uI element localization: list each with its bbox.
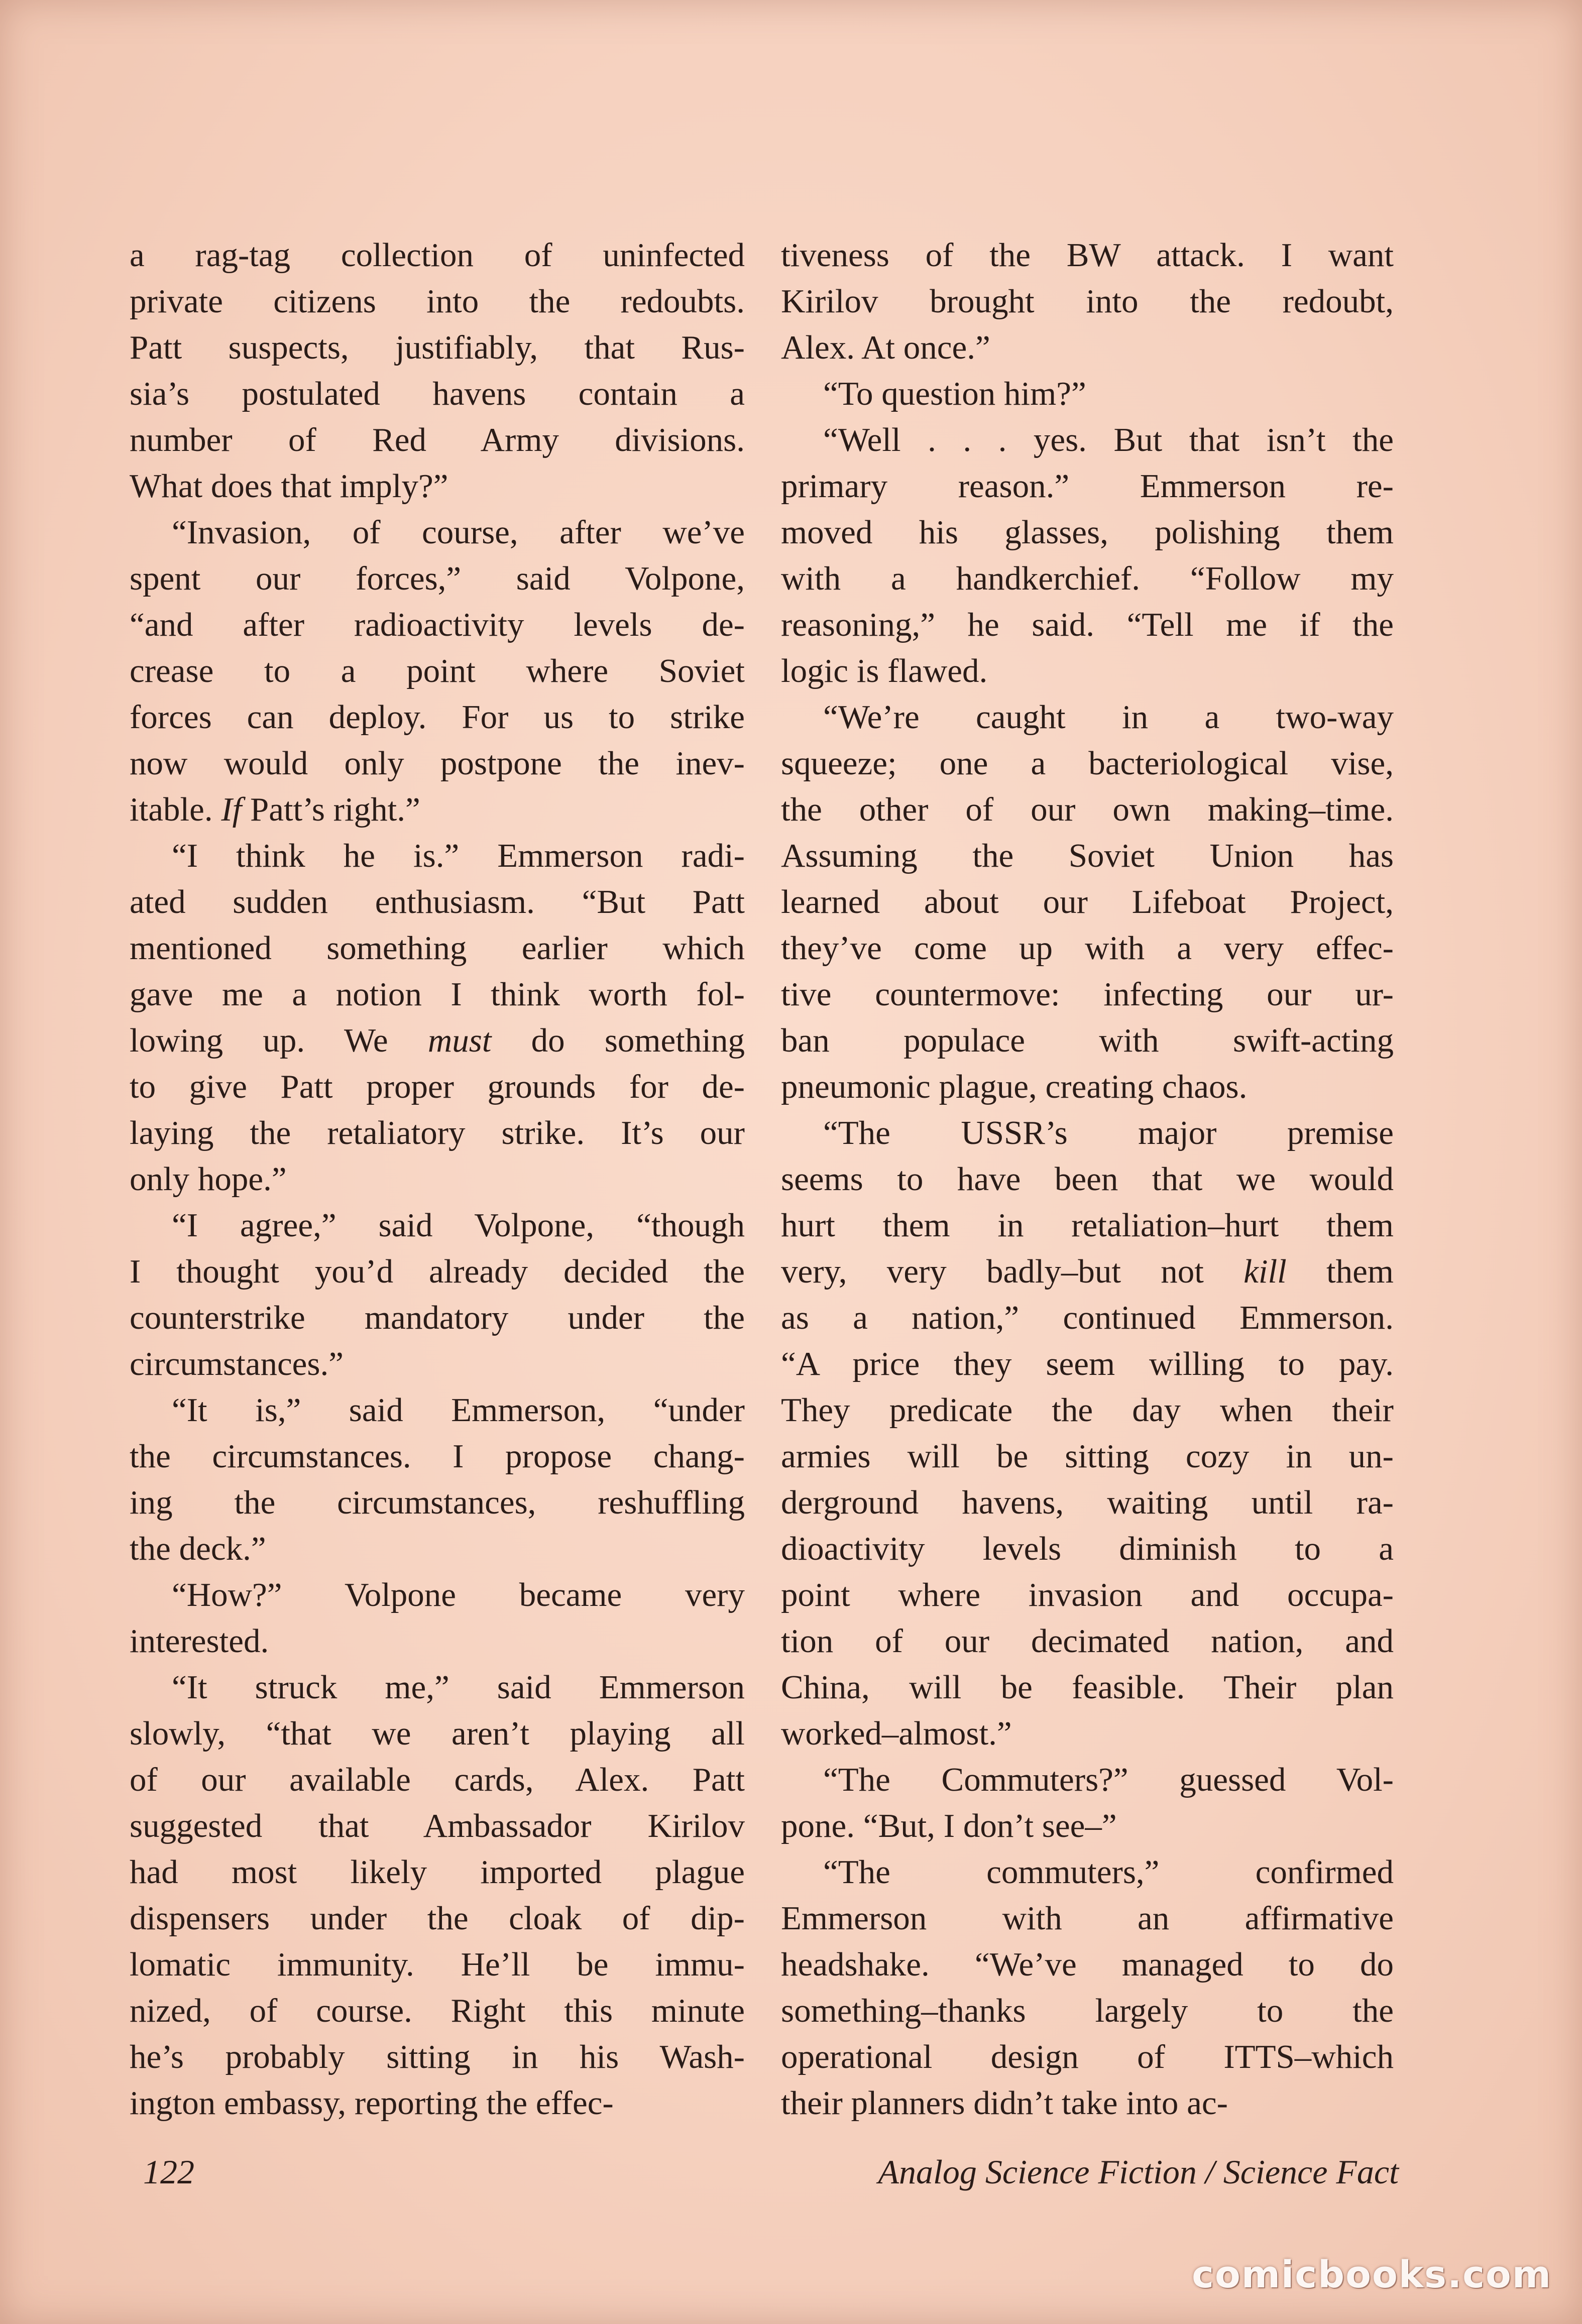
text-line: lowing up. We must do something — [130, 1022, 745, 1059]
text-line: very, very badly–but not kill them — [781, 1253, 1394, 1290]
paragraph — [130, 1572, 745, 1664]
text-line: derground havens, waiting until ra- — [781, 1484, 1394, 1521]
text-line: Assuming the Soviet Union has — [781, 837, 1394, 874]
text-line: tiveness of the BW attack. I want — [781, 237, 1394, 274]
text-line: Alex. At once.” — [781, 329, 990, 366]
text-line: moved his glasses, polishing them — [781, 514, 1394, 551]
text-line: “The commuters,” confirmed — [823, 1853, 1394, 1891]
text-line: crease to a point where Soviet — [130, 652, 745, 689]
paragraph — [130, 1387, 745, 1572]
text-line: circumstances.” — [130, 1345, 344, 1382]
text-line: “Invasion, of course, after we’ve — [172, 514, 745, 551]
text-line: They predicate the day when their — [781, 1391, 1394, 1429]
text-line: slowly, “that we aren’t playing all — [130, 1715, 745, 1752]
paragraph — [781, 371, 1394, 417]
text-line: “A price they seem willing to pay. — [781, 1345, 1394, 1382]
magazine-title: Analog Science Fiction / Science Fact — [878, 2153, 1399, 2191]
left-text-column — [130, 232, 745, 2126]
text-line: to give Patt proper grounds for de- — [130, 1068, 745, 1105]
page-number: 122 — [143, 2153, 194, 2191]
text-line: logic is flawed. — [781, 652, 988, 689]
paragraph — [781, 232, 1394, 371]
text-line: “I agree,” said Volpone, “though — [172, 1207, 745, 1244]
text-line: number of Red Army divisions. — [130, 421, 745, 458]
text-line: “The Commuters?” guessed Vol- — [823, 1761, 1394, 1798]
text-line: now would only postpone the inev- — [130, 745, 745, 782]
paragraph — [130, 833, 745, 1202]
text-line: primary reason.” Emmerson re- — [781, 468, 1394, 505]
text-line: dioactivity levels diminish to a — [781, 1530, 1394, 1567]
text-line: the deck.” — [130, 1530, 266, 1567]
text-line: armies will be sitting cozy in un- — [781, 1438, 1394, 1475]
text-line: ington embassy, reporting the effec- — [130, 2084, 614, 2122]
text-line: with a handkerchief. “Follow my — [781, 560, 1394, 597]
text-line: the other of our own making–time. — [781, 791, 1394, 828]
text-line: Kirilov brought into the redoubt, — [781, 283, 1394, 320]
text-line: hurt them in retaliation–hurt them — [781, 1207, 1394, 1244]
text-line: tive countermove: infecting our ur- — [781, 976, 1394, 1013]
text-line: of our available cards, Alex. Patt — [130, 1761, 745, 1798]
paragraph — [130, 509, 745, 833]
text-line: suggested that Ambassador Kirilov — [130, 1807, 745, 1844]
text-line: something–thanks largely to the — [781, 1992, 1394, 2029]
text-line: operational design of ITTS–which — [781, 2038, 1394, 2075]
text-line: Emmerson with an affirmative — [781, 1900, 1394, 1937]
text-line: mentioned something earlier which — [130, 929, 745, 967]
text-line: “The USSR’s major premise — [823, 1114, 1394, 1151]
text-line: I thought you’d already decided the — [130, 1253, 745, 1290]
text-line: squeeze; one a bacteriological vise, — [781, 745, 1394, 782]
text-line: counterstrike mandatory under the — [130, 1299, 745, 1336]
text-line: “We’re caught in a two-way — [823, 699, 1394, 736]
text-line: seems to have been that we would — [781, 1160, 1394, 1198]
text-line: “It is,” said Emmerson, “under — [172, 1391, 745, 1429]
text-line: a rag-tag collection of uninfected — [130, 237, 745, 274]
text-line: dispensers under the cloak of dip- — [130, 1900, 745, 1937]
text-line: “To question him?” — [823, 375, 1086, 412]
text-line: learned about our Lifeboat Project, — [781, 883, 1394, 920]
text-line: sia’s postulated havens contain a — [130, 375, 745, 412]
paragraph — [781, 1110, 1394, 1757]
text-line: itable. If Patt’s right.” — [130, 791, 420, 828]
text-line: “How?” Volpone became very — [172, 1576, 745, 1613]
paragraph — [130, 1664, 745, 2126]
text-line: pneumonic plague, creating chaos. — [781, 1068, 1248, 1105]
text-line: as a nation,” continued Emmerson. — [781, 1299, 1394, 1336]
text-line: tion of our decimated nation, and — [781, 1622, 1394, 1660]
text-line: “I think he is.” Emmerson radi- — [172, 837, 745, 874]
text-line: forces can deploy. For us to strike — [130, 699, 745, 736]
text-line: pone. “But, I don’t see–” — [781, 1807, 1117, 1844]
text-line: ing the circumstances, reshuffling — [130, 1484, 745, 1521]
text-line: worked–almost.” — [781, 1715, 1012, 1752]
text-line: gave me a notion I think worth fol- — [130, 976, 745, 1013]
text-line: laying the retaliatory strike. It’s our — [130, 1114, 745, 1151]
paragraph — [130, 1202, 745, 1387]
text-line: point where invasion and occupa- — [781, 1576, 1394, 1613]
text-line: “Well . . . yes. But that isn’t the — [823, 421, 1394, 458]
text-line: only hope.” — [130, 1160, 287, 1198]
paragraph — [130, 232, 745, 509]
text-line: private citizens into the redoubts. — [130, 283, 745, 320]
text-line: “and after radioactivity levels de- — [130, 606, 745, 643]
text-line: ated sudden enthusiasm. “But Patt — [130, 883, 745, 920]
text-line: interested. — [130, 1622, 269, 1660]
text-line: he’s probably sitting in his Wash- — [130, 2038, 745, 2075]
text-line: had most likely imported plague — [130, 1853, 745, 1891]
text-line: What does that imply?” — [130, 468, 448, 505]
text-line: reasoning,” he said. “Tell me if the — [781, 606, 1394, 643]
text-line: headshake. “We’ve managed to do — [781, 1946, 1394, 1983]
paragraph — [781, 694, 1394, 1110]
text-line: the circumstances. I propose chang- — [130, 1438, 745, 1475]
paragraph — [781, 1757, 1394, 1849]
right-text-column — [781, 232, 1394, 2126]
text-line: lomatic immunity. He’ll be immu- — [130, 1946, 745, 1983]
paragraph — [781, 417, 1394, 694]
text-line: Patt suspects, justifiably, that Rus- — [130, 329, 745, 366]
text-line: their planners didn’t take into ac- — [781, 2084, 1228, 2122]
text-line: “It struck me,” said Emmerson — [172, 1669, 745, 1706]
text-line: nized, of course. Right this minute — [130, 1992, 745, 2029]
paragraph — [781, 1849, 1394, 2126]
text-line: spent our forces,” said Volpone, — [130, 560, 745, 597]
site-watermark: comicbooks.com — [1192, 2253, 1552, 2296]
text-line: they’ve come up with a very effec- — [781, 929, 1394, 967]
text-line: China, will be feasible. Their plan — [781, 1669, 1394, 1706]
text-line: ban populace with swift-acting — [781, 1022, 1394, 1059]
